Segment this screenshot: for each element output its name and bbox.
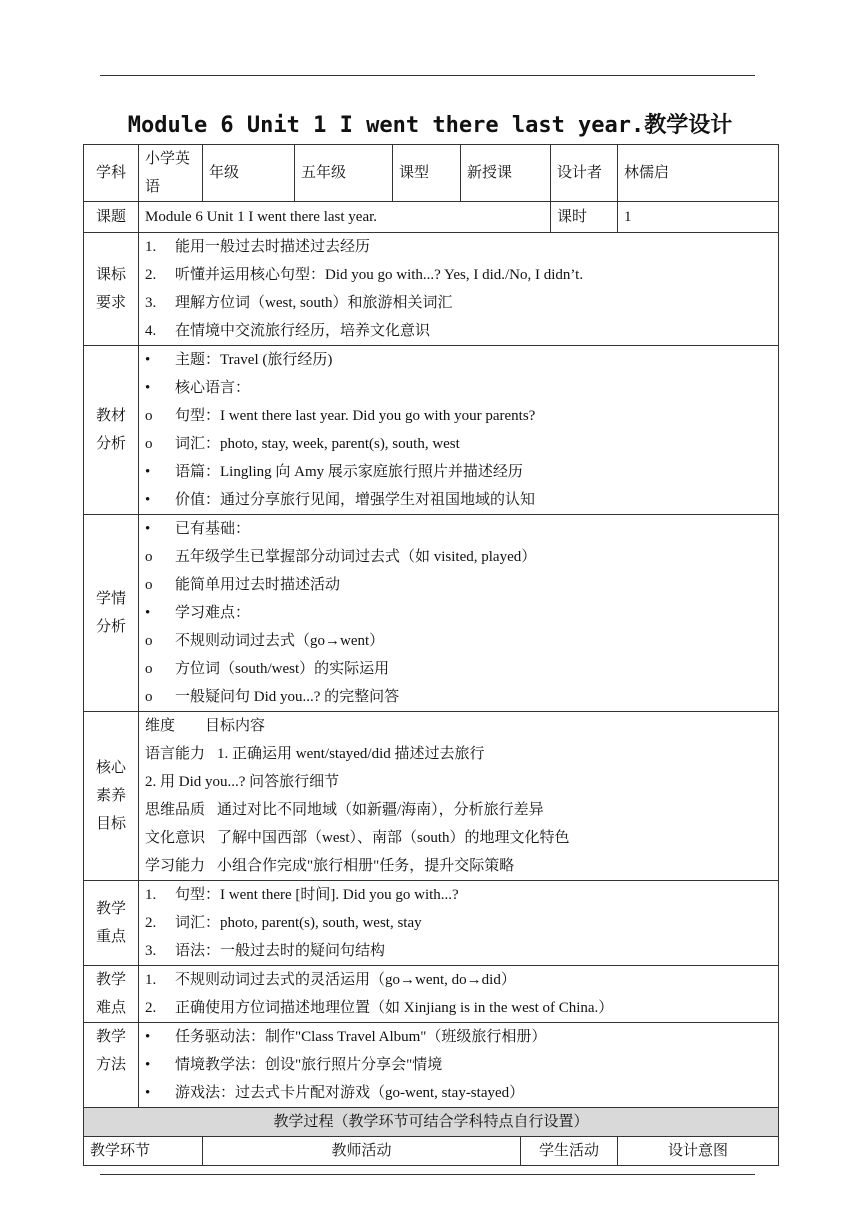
difficulties-label: 教学 难点	[84, 966, 139, 1023]
list-item: • 语篇：Lingling 向 Amy 展示家庭旅行照片并描述经历	[145, 464, 523, 480]
topic-row	[84, 202, 779, 233]
learners-row	[84, 515, 779, 712]
learners-label: 学情 分析	[84, 515, 139, 712]
process-title-row	[84, 1108, 779, 1137]
methods-content	[139, 1023, 779, 1108]
list-item: 2. 用 Did you...? 问答旅行细节	[145, 774, 340, 790]
list-item: 1. 能用一般过去时描述过去经历	[145, 239, 371, 255]
list-item: • 价值：通过分享旅行见闻，增强学生对祖国地域的认知	[145, 492, 536, 508]
document-title: Module 6 Unit 1 I went there last year.教学设计	[127, 113, 733, 138]
topic-label: 课题	[84, 202, 139, 233]
list-item: 学习能力 小组合作完成"旅行相册"任务，提升交际策略	[145, 858, 515, 874]
list-item: o 五年级学生已掌握部分动词过去式（如 visited, played）	[145, 549, 537, 565]
literacy-row	[84, 712, 779, 881]
list-item: o 不规则动词过去式（go→went）	[145, 633, 385, 649]
grade-value: 五年级	[295, 145, 393, 202]
topic-value: Module 6 Unit 1 I went there last year.	[139, 202, 551, 233]
list-item: o 能简单用过去时描述活动	[145, 577, 341, 593]
list-item: • 主题：Travel (旅行经历)	[145, 352, 333, 368]
lesson-plan-table	[83, 144, 779, 1166]
standards-label: 课标 要求	[84, 233, 139, 346]
learners-content	[139, 515, 779, 712]
subject-label: 学科	[84, 145, 139, 202]
list-item: 2. 听懂并运用核心句型：Did you go with...? Yes, I did./No, I didn’t.	[145, 267, 584, 283]
methods-row	[84, 1023, 779, 1108]
period-label: 课时	[551, 202, 618, 233]
list-item: • 任务驱动法：制作"Class Travel Album"（班级旅行相册）	[145, 1029, 547, 1045]
designer-value: 林儒启	[618, 145, 779, 202]
period-value: 1	[618, 202, 779, 233]
col-stage-header: 教学环节	[84, 1137, 203, 1166]
col-teacher-header: 教师活动	[203, 1137, 521, 1166]
list-item: 维度 目标内容	[145, 718, 266, 734]
key-points-label: 教学 重点	[84, 881, 139, 966]
standards-content	[139, 233, 779, 346]
key-points-row	[84, 881, 779, 966]
list-item: 语言能力 1. 正确运用 went/stayed/did 描述过去旅行	[145, 746, 485, 762]
difficulties-row	[84, 966, 779, 1023]
list-item: o 句型：I went there last year. Did you go with your parents?	[145, 408, 536, 424]
list-item: 4. 在情境中交流旅行经历，培养文化意识	[145, 323, 431, 339]
type-value: 新授课	[461, 145, 551, 202]
grade-label: 年级	[203, 145, 295, 202]
standards-row	[84, 233, 779, 346]
list-item: o 方位词（south/west）的实际运用	[145, 661, 390, 677]
list-item: 1. 不规则动词过去式的灵活运用（go→went, do→did）	[145, 972, 516, 988]
type-label: 课型	[393, 145, 461, 202]
difficulties-content	[139, 966, 779, 1023]
literacy-content	[139, 712, 779, 881]
list-item: • 学习难点：	[145, 605, 251, 621]
list-item: o 词汇：photo, stay, week, parent(s), south, west	[145, 436, 460, 452]
designer-label: 设计者	[551, 145, 618, 202]
material-label: 教材 分析	[84, 346, 139, 515]
list-item: • 核心语言：	[145, 380, 251, 396]
list-item: 思维品质 通过对比不同地域（如新疆/海南），分析旅行差异	[145, 802, 544, 818]
col-intent-header: 设计意图	[618, 1137, 779, 1166]
list-item: • 游戏法：过去式卡片配对游戏（go-went, stay-stayed）	[145, 1085, 525, 1101]
subject-value: 小学英语	[139, 145, 203, 202]
list-item: 2. 词汇：photo, parent(s), south, west, stay	[145, 915, 422, 931]
list-item: 文化意识 了解中国西部（west）、南部（south）的地理文化特色	[145, 830, 570, 846]
header-row	[84, 145, 779, 202]
material-content	[139, 346, 779, 515]
literacy-label: 核心 素养 目标	[84, 712, 139, 881]
key-points-content	[139, 881, 779, 966]
list-item: • 已有基础：	[145, 521, 251, 537]
list-item: o 一般疑问句 Did you...? 的完整问答	[145, 689, 400, 705]
list-item: 1. 句型：I went there [时间]. Did you go with...?	[145, 887, 459, 903]
process-header-row	[84, 1137, 779, 1166]
header-rule	[100, 75, 755, 76]
process-title: 教学过程（教学环节可结合学科特点自行设置）	[84, 1108, 779, 1137]
list-item: 2. 正确使用方位词描述地理位置（如 Xinjiang is in the west of China.）	[145, 1000, 614, 1016]
list-item: • 情境教学法：创设"旅行照片分享会"情境	[145, 1057, 443, 1073]
col-student-header: 学生活动	[521, 1137, 618, 1166]
methods-label: 教学 方法	[84, 1023, 139, 1108]
footer-rule	[100, 1174, 755, 1175]
material-row	[84, 346, 779, 515]
list-item: 3. 理解方位词（west, south）和旅游相关词汇	[145, 295, 453, 311]
list-item: 3. 语法：一般过去时的疑问句结构	[145, 943, 386, 959]
